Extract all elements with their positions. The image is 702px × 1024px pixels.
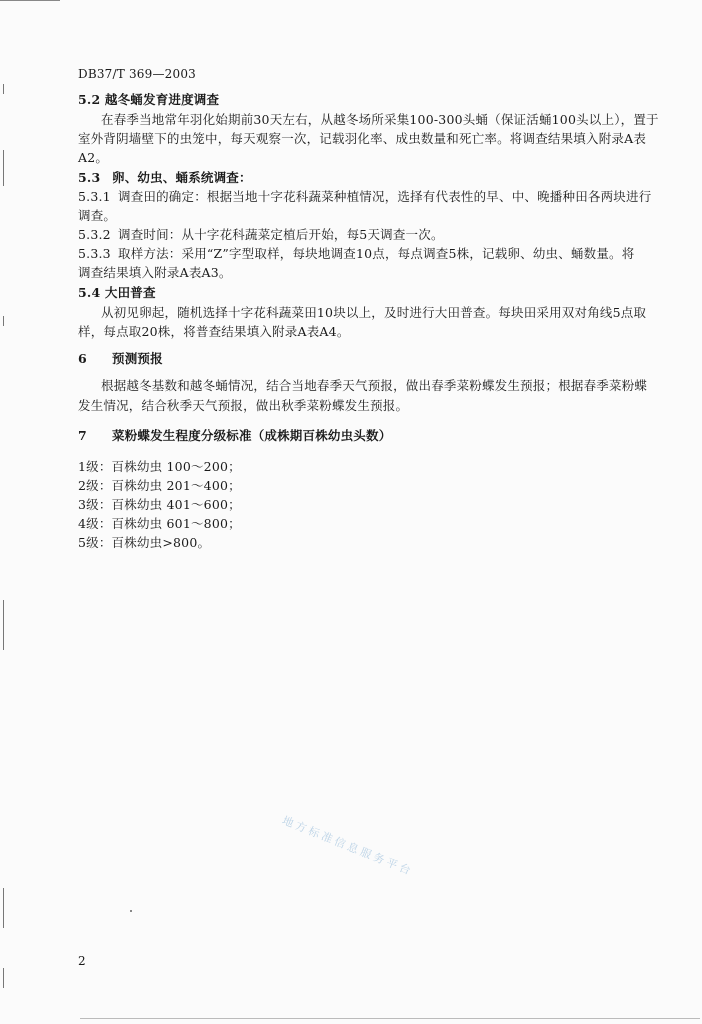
scan-mark (3, 888, 4, 928)
paragraph-line: 样，每点取20株，将普查结果填入附录A表A4。 (78, 324, 350, 339)
item-5-3-1 (78, 189, 651, 205)
item-number: 5.3.2 (78, 227, 111, 242)
paragraph-line: 调查结果填入附录A表A3。 (78, 265, 232, 280)
section-title: 卵、幼虫、蛹系统调查： (112, 170, 252, 185)
level-item: 5级：百株幼虫>800。 (78, 535, 211, 550)
item-number: 5.3.1 (78, 189, 111, 204)
item-text: 调查时间：从十字花科蔬菜定植后开始，每5天调查一次。 (118, 227, 444, 242)
section-7-heading (78, 428, 391, 444)
paragraph-line: 调查。 (78, 208, 117, 223)
page-number: 2 (78, 954, 86, 968)
paragraph-line: 在春季当地常年羽化始期前30天左右，从越冬场所采集100-300头蛹（保证活蛹100头以上），置于 (101, 112, 659, 127)
section-title: 菜粉蝶发生程度分级标准（成株期百株幼虫头数） (112, 428, 392, 443)
scan-mark (3, 150, 4, 186)
paragraph-line: 发生情况，结合秋季天气预报，做出秋季菜粉蝶发生预报。 (78, 398, 409, 413)
scan-mark (3, 600, 4, 650)
item-5-3-2 (78, 227, 444, 243)
level-item: 3级：百株幼虫 401～600； (78, 497, 241, 512)
section-6-heading (78, 351, 163, 367)
paragraph-line: 根据越冬基数和越冬蛹情况，结合当地春季天气预报，做出春季菜粉蝶发生预报；根据春季菜粉蝶 (101, 378, 648, 393)
scan-edge (80, 1018, 700, 1019)
item-text: 调查田的确定：根据当地十字花科蔬菜种植情况，选择有代表性的早、中、晚播种田各两块进行 (118, 189, 652, 204)
scan-mark (3, 84, 4, 94)
paragraph-line: A2。 (78, 150, 109, 165)
section-title: 预测预报 (112, 351, 163, 366)
section-number: 7 (78, 428, 87, 443)
section-number: 5.3 (78, 170, 101, 185)
section-5-2-title: 5.2 越冬蛹发育进度调查 (78, 92, 220, 107)
item-text: 取样方法：采用“Z”字型取样，每块地调查10点，每点调查5株，记载卵、幼虫、蛹数量。将 (118, 246, 635, 261)
paragraph-line: 室外背阴墙壁下的虫笼中，每天观察一次，记载羽化率、成虫数量和死亡率。将调查结果填入附录A表 (78, 131, 647, 146)
section-5-3-heading (78, 170, 252, 186)
item-5-3-3 (78, 246, 634, 262)
level-item: 1级：百株幼虫 100～200； (78, 459, 241, 474)
scan-mark (3, 316, 4, 326)
scan-dot (130, 910, 132, 912)
section-number: 6 (78, 351, 87, 366)
scan-edge (0, 0, 60, 1)
document-id: DB37/T 369—2003 (78, 67, 197, 81)
paragraph-line: 从初见卵起，随机选择十字花科蔬菜田10块以上，及时进行大田普查。每块田采用双对角线5点取 (101, 305, 647, 320)
level-item: 2级：百株幼虫 201～400； (78, 478, 241, 493)
section-5-4-title: 5.4 大田普查 (78, 285, 156, 300)
scan-mark (3, 968, 4, 988)
item-number: 5.3.3 (78, 246, 111, 261)
watermark: 地方标准信息服务平台 (280, 813, 416, 879)
level-item: 4级：百株幼虫 601～800； (78, 516, 241, 531)
